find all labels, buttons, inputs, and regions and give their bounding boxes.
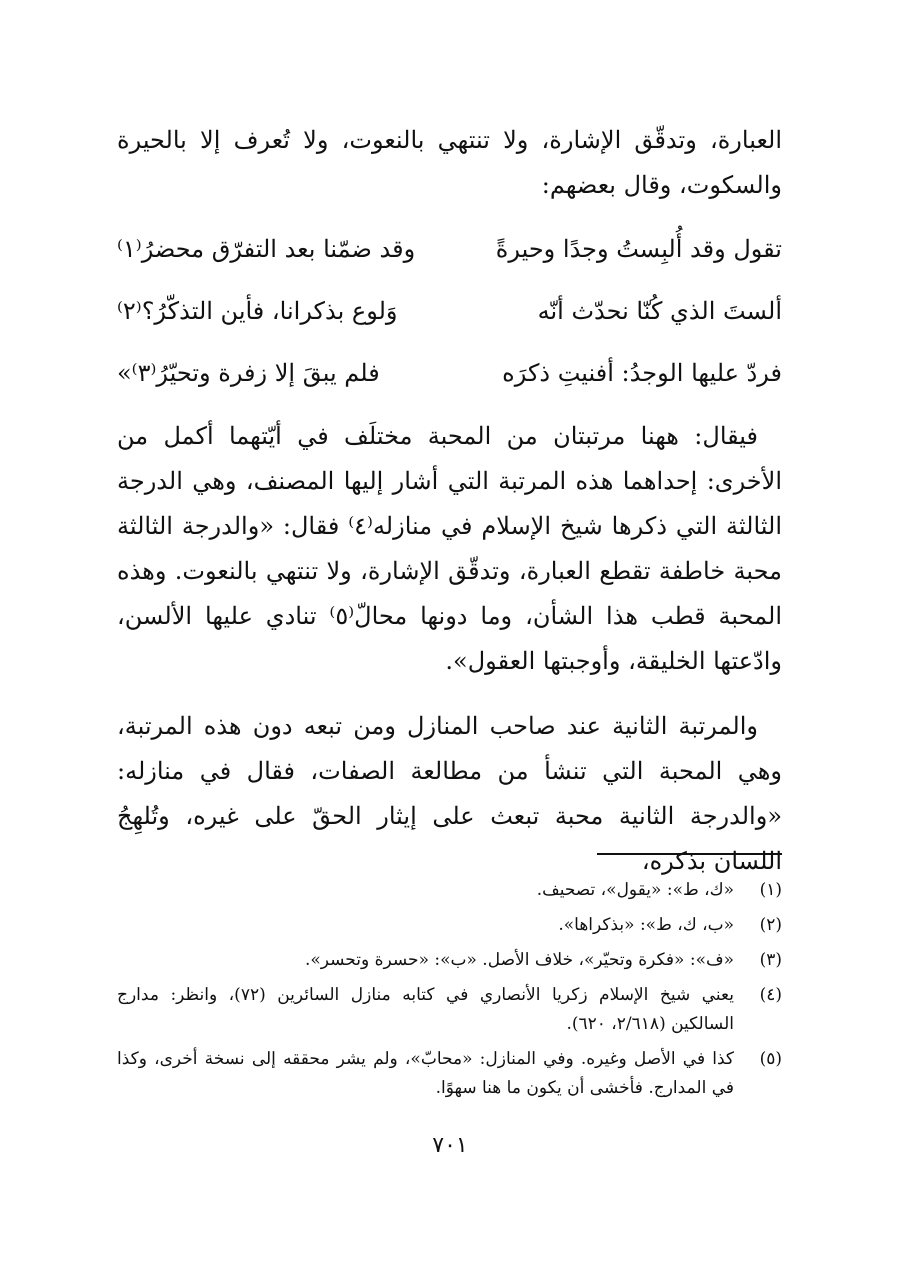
verse-1-first-hemistich: تقول وقد أُلبِستُ وجدًا وحيرةً: [495, 235, 782, 263]
poem: [117, 218, 782, 404]
footnote-number: (٤): [759, 985, 782, 1005]
footnote-text: «ف»: «فكرة وتحيّر»، خلاف الأصل. «ب»: «حسرة وتحسر».: [304, 950, 734, 970]
paragraph-3: والمرتبة الثانية عند صاحب المنازل ومن تبعه دون هذه المرتبة، وهي المحبة التي تنشأ من مطالعة الصفات، فقال في منازله: «والدرجة الثانية محبة تبعث على إيثار الحقّ على غيره، وتُلهِجُ اللسان بذكره،: [117, 712, 782, 875]
verse-line-1: [117, 218, 782, 280]
paragraph-1: العبارة، وتدقّق الإشارة، ولا تنتهي بالنعوت، ولا تُعرف إلا بالحيرة والسكوت، وقال بعضهم:: [117, 126, 782, 199]
footnote-2: [117, 911, 782, 940]
footnote-3: [117, 946, 782, 975]
footnote-number: (٣): [759, 950, 782, 970]
verse-line-2: [117, 280, 782, 342]
verse-3-second-hemistich: فلم يبقَ إلا زفرة وتحيّرُ⁽٣⁾»: [117, 359, 380, 387]
footnotes: [117, 876, 782, 1109]
footnote-number: (١): [759, 880, 782, 900]
page-number: ٧٠١: [432, 1133, 468, 1158]
footnote-4: [117, 981, 782, 1039]
verse-3-first-hemistich: فردّ عليها الوجدُ: أفنيتِ ذكرَه: [502, 359, 782, 387]
footnote-number: (٥): [759, 1049, 782, 1069]
footnote-text: «ك، ط»: «يقول»، تصحيف.: [536, 880, 734, 900]
verse-2-first-hemistich: ألستَ الذي كُنّا نحدّث أنّه: [537, 297, 782, 325]
main-text: [117, 118, 782, 884]
footnote-1: [117, 876, 782, 905]
footnote-text: «ب، ك، ط»: «بذكراها».: [558, 915, 734, 935]
footnote-number: (٢): [759, 915, 782, 935]
verse-1-second-hemistich: وقد ضمّنا بعد التفرّق محضرُ⁽١⁾: [117, 235, 416, 263]
verse-2-second-hemistich: وَلوع بذكرانا، فأين التذكّرُ؟⁽٢⁾: [117, 297, 398, 325]
footnote-text: يعني شيخ الإسلام زكريا الأنصاري في كتابه منازل السائرين (٧٢)، وانظر: مدارج السالكين (٢/٦١٨، ٦٢٠).: [117, 985, 734, 1034]
footnote-text: كذا في الأصل وغيره. وفي المنازل: «محابّ»، ولم يشر محققه إلى نسخة أخرى، وكذا في المدارج. فأخشى أن يكون ما هنا سهوًا.: [117, 1049, 734, 1098]
verse-line-3: [117, 342, 782, 404]
footnote-5: [117, 1045, 782, 1103]
footnote-separator-rule: [597, 853, 782, 855]
paragraph-2: فيقال: ههنا مرتبتان من المحبة مختلَف في أيّتهما أكمل من الأخرى: إحداهما هذه المرتبة التي أشار إليها المصنف، وهي الدرجة الثالثة التي ذكرها شيخ الإسلام في منازله⁽٤⁾ فقال: «والدرجة الثالثة محبة خاطفة تقطع العبارة، وتدقّق الإشارة، ولا تنتهي بالنعوت. وهذه المحبة قطب هذا الشأن، وما دونها محالّ⁽٥⁾ تنادي عليها الألسن، وادّعتها الخليقة، وأوجبتها العقول».: [117, 422, 782, 675]
